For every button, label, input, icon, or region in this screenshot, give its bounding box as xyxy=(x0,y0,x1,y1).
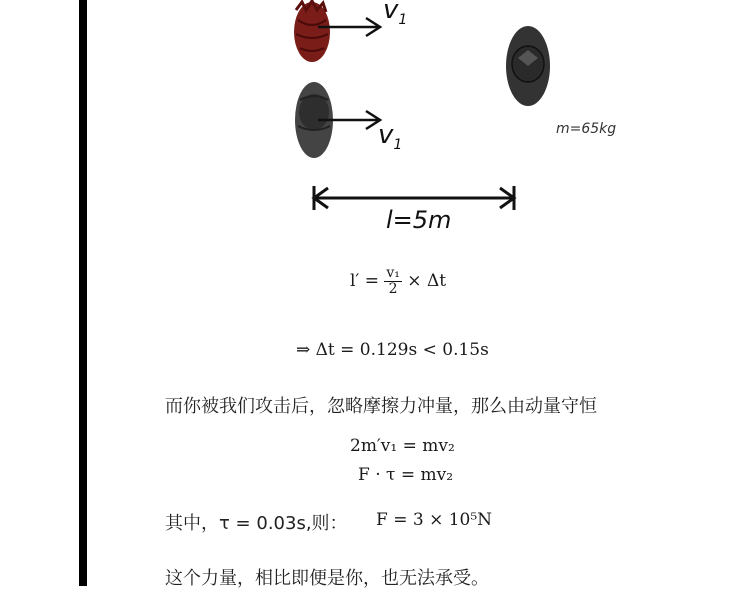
equation-force: F = 3 × 10⁵N xyxy=(376,510,493,530)
distance-label: l=5m xyxy=(386,206,452,234)
figure-target xyxy=(506,26,550,106)
velocity-label-bottom: $v_1$ xyxy=(378,120,403,154)
text-line-momentum: 而你被我们攻击后，忽略摩擦力冲量，那么由动量守恒 xyxy=(165,396,597,417)
equation-momentum: 2m′v₁ = mv₂ xyxy=(350,436,455,456)
figure-red-hair xyxy=(294,1,330,62)
mass-label: m=65kg xyxy=(556,121,617,137)
equation-fraction: $\frac{\text{v₁}}{2}$ xyxy=(386,265,400,297)
equation-distance: l′ = $\frac{\text{v₁}}{2}$ × Δt xyxy=(350,265,447,297)
text-line-where: 其中，τ = 0.03s,则： xyxy=(165,513,348,534)
text-line-conclusion: 这个力量，相比即便是你，也无法承受。 xyxy=(165,568,489,589)
equation-time: ⇒ Δt = 0.129s < 0.15s xyxy=(296,340,489,360)
velocity-label-top: $v_1$ xyxy=(383,0,408,29)
equation-impulse: F · τ = mv₂ xyxy=(358,465,454,485)
